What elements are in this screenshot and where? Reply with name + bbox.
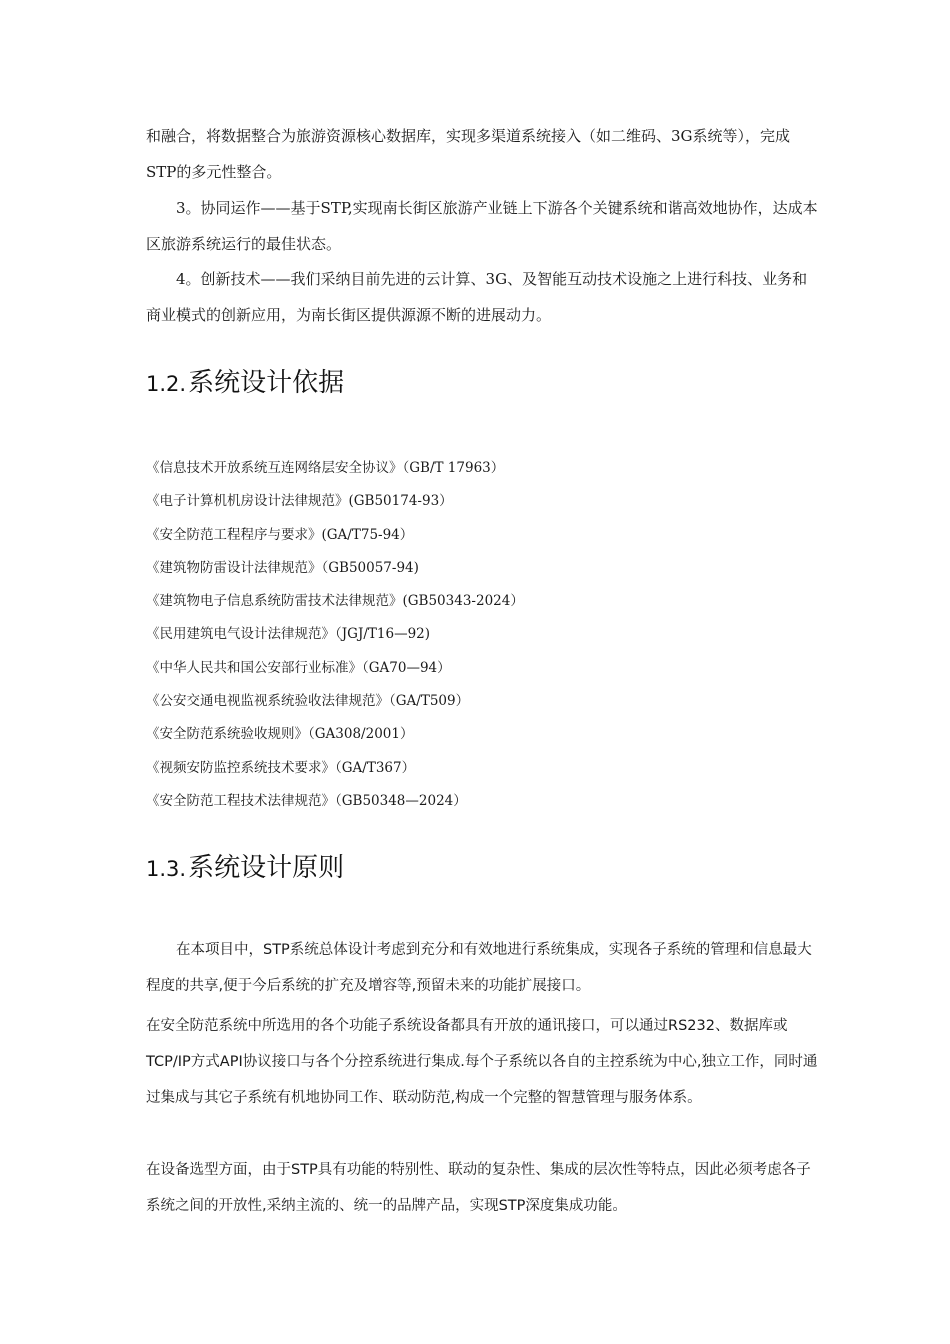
reference-item: 《中华人民共和国公安部行业标准》（GA70—94） [146,659,451,676]
reference-item: 《信息技术开放系统互连网络层安全协议》（GB/T 17963） [146,460,505,476]
section-title: 系统设计原则 [188,853,345,883]
reference-item: 《公安交通电视监视系统验收法律规范》（GA/T509） [146,693,470,710]
reference-standards-list [146,452,818,818]
section-heading-design-principles [146,850,344,887]
reference-item: 《安全防范系统验收规则》（GA308/2001） [146,726,414,743]
reference-item: 《建筑物防雷设计法律规范》（GB50057-94) [146,559,419,576]
section-heading-design-basis [146,365,344,402]
principle-paragraph-interfaces: 在安全防范系统中所选用的各个功能子系统设备都具有开放的通讯接口，可以通过RS232、数据库或TCP/IP方式API协议接口与各个分控系统进行集成.每个子系统以各自的主控系统为中心,独立工作，同时通过集成与其它子系统有机地协同工作、联动防范,构成一个完整的智慧管理与服务体系。 [146,1018,818,1106]
principle-paragraph-equipment: 在设备选型方面，由于STP具有功能的特别性、联动的复杂性、集成的层次性等特点，因此必须考虑各子系统之间的开放性,采纳主流的、统一的品牌产品，实现STP深度集成功能。 [146,1162,811,1214]
intro-paragraph-integration: 和融合，将数据整合为旅游资源核心数据库，实现多渠道系统接入（如二维码、3G系统等），完成STP的多元性整合。 [146,127,791,181]
section-number: 1.2. [146,372,187,396]
intro-paragraph-cooperation: 3。协同运作——基于STP,实现南长街区旅游产业链上下游各个关键系统和谐高效地协作，达成本区旅游系统运行的最佳状态。 [146,199,818,253]
reference-item: 《建筑物电子信息系统防雷技术法律规范》(GB50343-2024） [146,593,524,610]
section-title: 系统设计依据 [188,368,345,398]
principle-paragraph-integration: 在本项目中，STP系统总体设计考虑到充分和有效地进行系统集成，实现各子系统的管理和信息最大程度的共享,便于今后系统的扩充及增容等,预留未来的功能扩展接口。 [146,942,812,994]
reference-item: 《民用建筑电气设计法律规范》（JGJ/T16—92) [146,626,431,643]
reference-item: 《电子计算机机房设计法律规范》(GB50174-93） [146,493,453,510]
intro-paragraph-innovation: 4。创新技术——我们采纳目前先进的云计算、3G、及智能互动技术设施之上进行科技、业务和商业模式的创新应用，为南长街区提供源源不断的进展动力。 [146,270,808,324]
section-number: 1.3. [146,857,187,881]
reference-item: 《安全防范工程程序与要求》(GA/T75-94） [146,526,414,543]
reference-item: 《安全防范工程技术法律规范》（GB50348—2024） [146,792,467,809]
reference-item: 《视频安防监控系统技术要求》（GA/T367） [146,759,416,776]
